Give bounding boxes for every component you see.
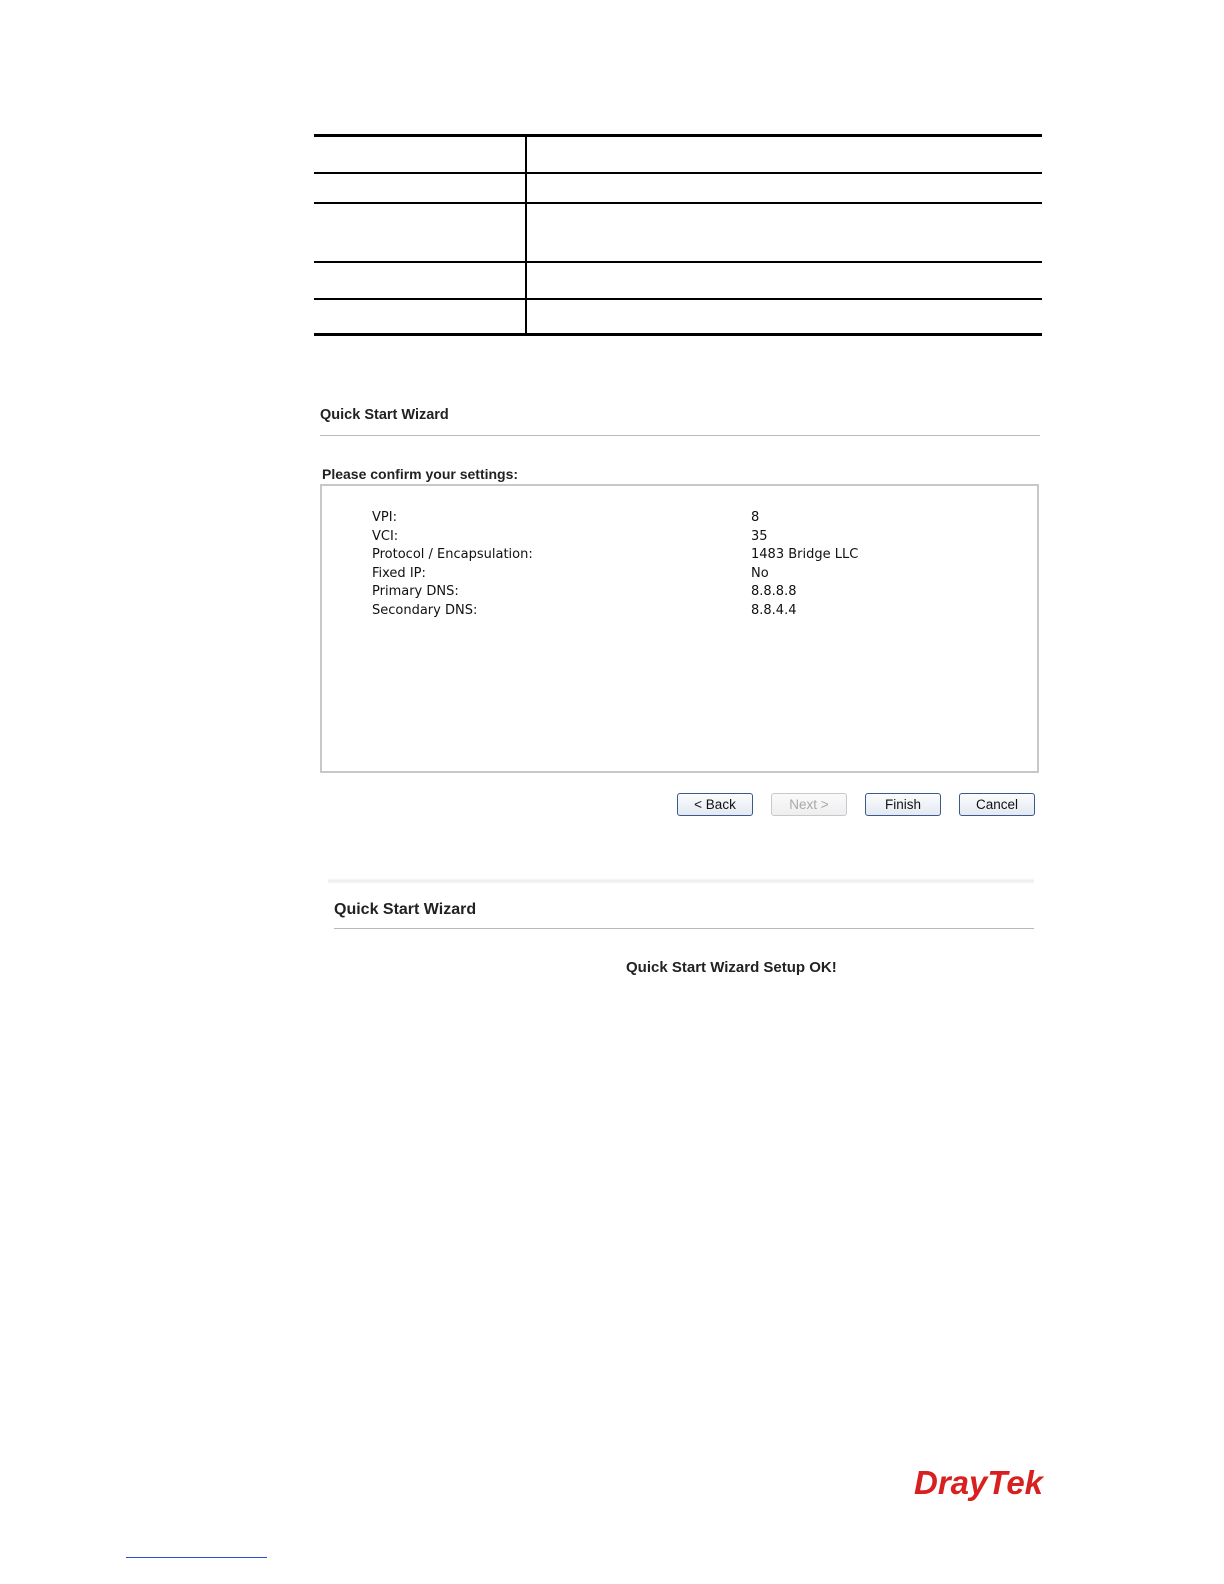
setting-label: Secondary DNS: — [372, 603, 478, 618]
setting-row-vci — [372, 529, 1037, 548]
setting-value: 8 — [751, 510, 760, 525]
setting-row-protocol — [372, 547, 1037, 566]
setting-value: 8.8.4.4 — [751, 603, 797, 618]
confirm-prompt: Please confirm your settings: — [322, 466, 519, 482]
setting-value: 1483 Bridge LLC — [751, 547, 859, 562]
setting-label: VCI: — [372, 529, 399, 544]
table-row-divider — [314, 298, 1042, 300]
title-divider — [320, 435, 1040, 436]
setting-label: Fixed IP: — [372, 566, 426, 581]
table-row-divider — [314, 202, 1042, 204]
setting-label: VPI: — [372, 510, 397, 525]
back-button[interactable]: < Back — [677, 793, 753, 816]
title-divider — [334, 928, 1034, 929]
finish-button[interactable]: Finish — [865, 793, 941, 816]
setting-row-primary-dns — [372, 584, 1037, 603]
cancel-button[interactable]: Cancel — [959, 793, 1035, 816]
setting-value: 35 — [751, 529, 768, 544]
setup-ok-message: Quick Start Wizard Setup OK! — [626, 959, 837, 976]
table-row-divider — [314, 261, 1042, 263]
table-column-divider — [525, 137, 527, 333]
wizard-result-title: Quick Start Wizard — [334, 901, 477, 918]
logo-wordmark: DrayTek — [914, 1464, 1044, 1501]
table-row-divider — [314, 172, 1042, 174]
draytek-logo — [912, 1462, 1046, 1504]
setting-value: No — [751, 566, 769, 581]
setting-value: 8.8.8.8 — [751, 584, 797, 599]
setting-label: Protocol / Encapsulation: — [372, 547, 533, 562]
next-button[interactable]: Next > — [771, 793, 847, 816]
setting-row-vpi — [372, 510, 1037, 529]
document-table — [314, 134, 1042, 336]
footer-link-underline[interactable] — [126, 1557, 267, 1558]
setting-row-secondary-dns — [372, 603, 1037, 622]
wizard-confirm-title: Quick Start Wizard — [320, 407, 449, 423]
settings-summary-box — [320, 484, 1039, 773]
panel-top-shadow — [328, 878, 1034, 884]
setting-label: Primary DNS: — [372, 584, 459, 599]
setting-row-fixed-ip — [372, 566, 1037, 585]
